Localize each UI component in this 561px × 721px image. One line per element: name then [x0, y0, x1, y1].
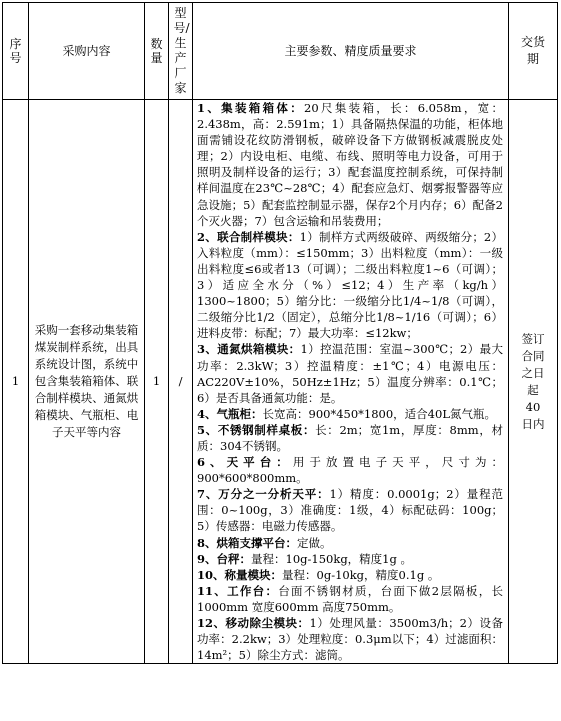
requirement-item	[197, 583, 503, 615]
requirement-text: 1）控温范围：室温~300℃；2）最大功率：2.3kW；3）控温精度：±1℃；4）电源电压：AC220V±10%，50Hz±1Hz；5）温度分辨率：0.1℃；6）是否具备通氮功能：是。	[197, 342, 503, 405]
requirement-item	[197, 486, 503, 534]
header-manufacturer: 型号/生产厂家	[169, 3, 193, 100]
requirements-cell	[193, 100, 509, 664]
requirement-text: 1）精度：0.0001g；2）量程范围：0~100g，3）准确度：1级，4）标配砝码：100g；5）传感器：电磁力传感器。	[197, 487, 503, 534]
requirement-text: 长宽高：900*450*1800，适合40L氮气瓶。	[262, 406, 496, 421]
requirement-text: 量程：10g-150kg，精度1g 。	[251, 551, 413, 566]
requirement-item	[197, 551, 503, 567]
row-delivery: 签订合同之日起40日内	[509, 100, 558, 664]
requirement-title: 1、集装箱箱体：	[197, 101, 305, 115]
requirement-text: 1）处理风量：3500m3/h；2）设备功率：2.2kw；3）处理粒度：0.3μm以下；4）过滤面积：14m²；5）除尘方式：滤筒。	[197, 616, 503, 663]
requirement-text: 长：2m；宽1m，厚度：8mm，材质：304不锈钢。	[197, 422, 503, 453]
requirement-item	[197, 567, 503, 583]
requirement-title: 2、联合制样模块：	[197, 229, 300, 244]
requirement-title: 10、称量模块：	[197, 567, 283, 582]
requirement-title: 9、台秤：	[197, 551, 252, 566]
requirement-text: 1）制样方式两级破碎、两级缩分；2）入料粒度（mm）：≤150mm；3）出料粒度（mm）：一级出料粒度≤6或者13（可调）；二级出料粒度1~6（可调）；3）适应全水分（%）≤12；4）生产率（kg/h）1300~1800；5）缩分比：一级缩分比1/4~1/8（可调），二级缩分比1/2（固定），总缩分比1/8~1/16（可调）；6）进料皮带：标配；7）最大功率：≤12kw；	[197, 229, 503, 341]
header-seq: 序号	[3, 3, 29, 100]
requirement-item	[197, 615, 503, 663]
table-row	[3, 100, 558, 664]
row-seq: 1	[3, 100, 29, 664]
requirement-item	[197, 454, 503, 486]
requirement-item	[197, 341, 503, 405]
requirement-title: 8、烘箱支撑平台：	[197, 535, 298, 550]
row-content: 采购一套移动集装箱煤炭制样系统，出具系统设计图，系统中包含集装箱箱体、联合制样模块、通氮烘箱模块、气瓶柜、电子天平等内容	[29, 100, 145, 664]
requirement-text: 量程：0g-10kg，精度0.1g 。	[282, 567, 440, 582]
requirement-title: 5、不锈钢制样桌板：	[197, 422, 316, 437]
header-delivery: 交货期	[509, 3, 558, 100]
row-manufacturer: /	[169, 100, 193, 664]
requirement-item	[197, 229, 503, 342]
header-content: 采购内容	[29, 3, 145, 100]
requirement-item	[197, 406, 503, 422]
header-qty: 数量	[145, 3, 169, 100]
procurement-table	[2, 2, 558, 664]
requirement-item	[197, 535, 503, 551]
row-qty: 1	[145, 100, 169, 664]
requirement-title: 4、气瓶柜：	[197, 406, 263, 421]
header-row	[3, 3, 558, 100]
requirement-title: 7、万分之一分析天平：	[197, 487, 330, 502]
requirement-text: 台面不锈钢材质，台面下做2层隔板，长1000mm 宽度600mm 高度750mm。	[197, 583, 503, 614]
requirement-text: 用于放置电子天平，尺寸为：900*600*800mm。	[197, 455, 503, 486]
requirement-item	[197, 422, 503, 454]
requirement-text: 20尺集装箱，长：6.058m，宽：2.438m，高：2.591m；1）具备隔热保温的功能，柜体地面需铺设花纹防滑钢板，破碎设备下方做钢板减震脱皮处理；2）内设电柜、电缆、布线、照明等电力设备，可用于照明及制样设备的运行；3）配套温度控制系统，可保持制样间温度在23℃~28℃；4）配套应急灯、烟雾报警器等应急设施；5）配套监控制显示器，保存2个月内存；6）配备2个灭火器；7）包含运输和吊装费用；	[197, 101, 503, 228]
requirements-list	[197, 100, 503, 663]
requirement-title: 12、移动除尘模块：	[197, 616, 310, 630]
requirement-title: 6、天平台：	[197, 455, 293, 470]
requirement-text: 定做。	[297, 535, 332, 550]
header-requirements: 主要参数、精度质量要求	[193, 3, 509, 100]
requirement-title: 11、工作台：	[197, 583, 279, 598]
requirement-item	[197, 100, 503, 229]
requirement-title: 3、通氮烘箱模块：	[197, 342, 301, 357]
